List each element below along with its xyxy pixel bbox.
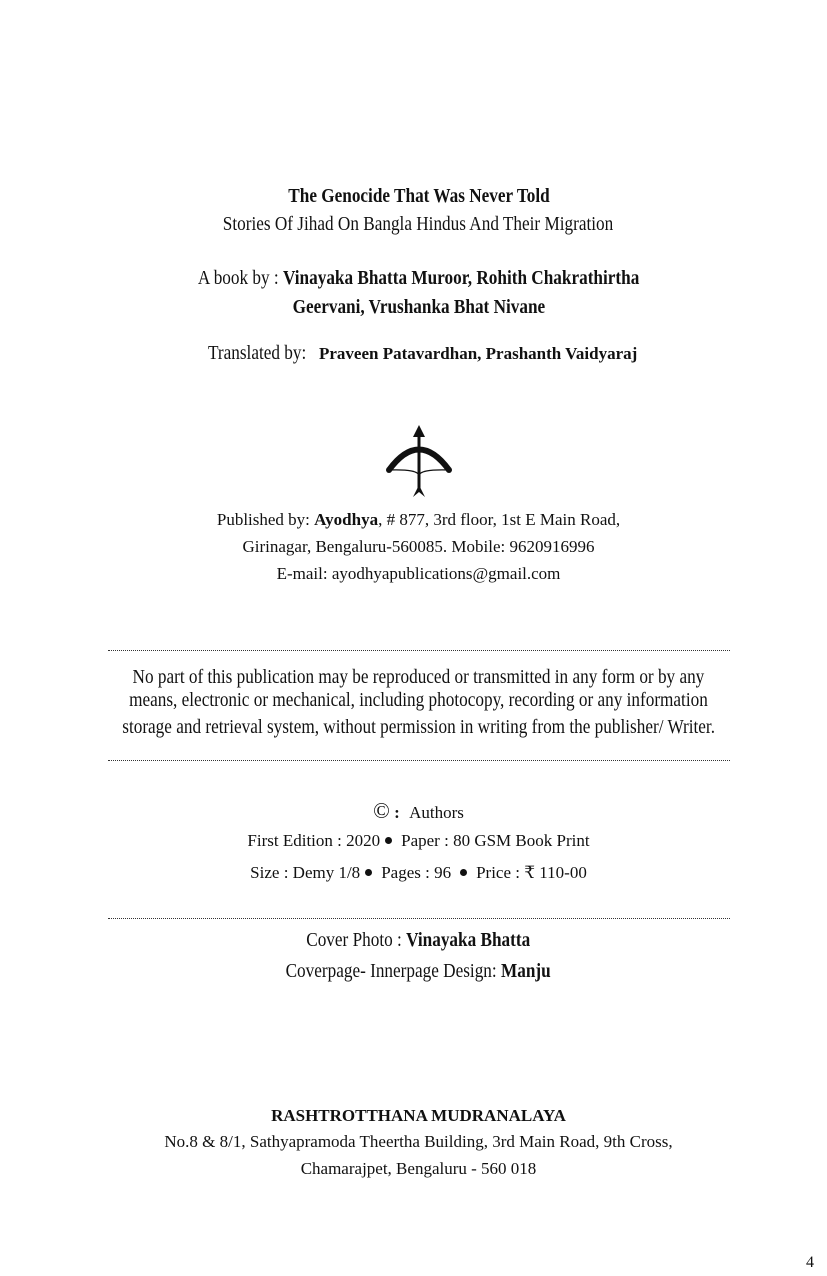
translators-line <box>0 342 827 365</box>
book-subtitle: Stories Of Jihad On Bangla Hindus And Their Migration <box>223 213 614 235</box>
cover-photo-name: Vinayaka Bhatta <box>406 929 531 951</box>
cover-photo-label: Cover Photo : <box>306 929 403 951</box>
copyright-separator: : <box>394 803 400 822</box>
edition-line-1 <box>0 831 827 851</box>
bullet-icon <box>385 837 392 844</box>
publisher-prefix: Published by: <box>216 510 310 529</box>
authors-line-1 <box>0 267 827 290</box>
publisher-line-1 <box>0 510 827 530</box>
bow-and-arrow-icon <box>385 425 453 499</box>
copyright-line <box>0 798 827 824</box>
notice-line-2-row <box>0 689 827 712</box>
copyright-icon: © <box>373 798 390 823</box>
divider-1 <box>108 650 730 651</box>
price-info: Price : ₹ 110-00 <box>476 863 587 882</box>
edition-line-2 <box>0 863 827 883</box>
design-credit-line <box>0 960 827 983</box>
printer-address-2: Chamarajpet, Bengaluru - 560 018 <box>300 1159 537 1178</box>
publisher-address-2: Girinagar, Bengaluru-560085. Mobile: 9620916996 <box>242 537 595 556</box>
notice-line-3-row <box>0 716 827 739</box>
divider-3 <box>108 918 730 919</box>
size-info: Size : Demy 1/8 <box>250 863 361 882</box>
bullet-icon <box>365 869 372 876</box>
first-edition: First Edition : 2020 <box>247 831 381 850</box>
design-label: Coverpage- Innerpage Design: <box>285 960 498 982</box>
printer-name: RASHTROTTHANA MUDRANALAYA <box>271 1106 566 1125</box>
notice-line-2: means, electronic or mechanical, including photocopy, recording or any information <box>129 689 708 711</box>
printer-address-1: No.8 & 8/1, Sathyapramoda Theertha Building, 3rd Main Road, 9th Cross, <box>164 1132 673 1151</box>
publisher-name: Ayodhya <box>314 510 379 529</box>
book-subtitle-line <box>0 213 827 236</box>
translators-prefix: Translated by: <box>207 342 306 364</box>
divider-2 <box>108 760 730 761</box>
authors-prefix: A book by : <box>197 267 279 289</box>
notice-line-3: storage and retrieval system, without permission in writing from the publisher/ Writer. <box>122 716 715 738</box>
book-title-line <box>0 185 827 208</box>
pages-info: Pages : 96 <box>381 863 452 882</box>
paper-info: Paper : 80 GSM Book Print <box>401 831 590 850</box>
authors-names-2: Geervani, Vrushanka Bhat Nivane <box>292 296 545 318</box>
notice-line-1-row <box>0 666 827 689</box>
authors-names-1: Vinayaka Bhatta Muroor, Rohith Chakrathirtha <box>282 267 640 289</box>
publisher-address-1: , # 877, 3rd floor, 1st E Main Road, <box>378 510 621 529</box>
design-name: Manju <box>501 960 552 982</box>
bullet-icon <box>460 869 467 876</box>
copyright-holder: Authors <box>409 803 464 822</box>
notice-line-1: No part of this publication may be reproduced or transmitted in any form or by any <box>132 666 705 688</box>
book-title: The Genocide That Was Never Told <box>287 185 550 207</box>
authors-line-2 <box>0 296 827 319</box>
cover-photo-line <box>0 929 827 952</box>
translators-names: Praveen Patavardhan, Prashanth Vaidyaraj <box>318 344 638 363</box>
page-number: 4 <box>806 1254 814 1271</box>
publisher-email: E-mail: ayodhyapublications@gmail.com <box>276 564 561 583</box>
